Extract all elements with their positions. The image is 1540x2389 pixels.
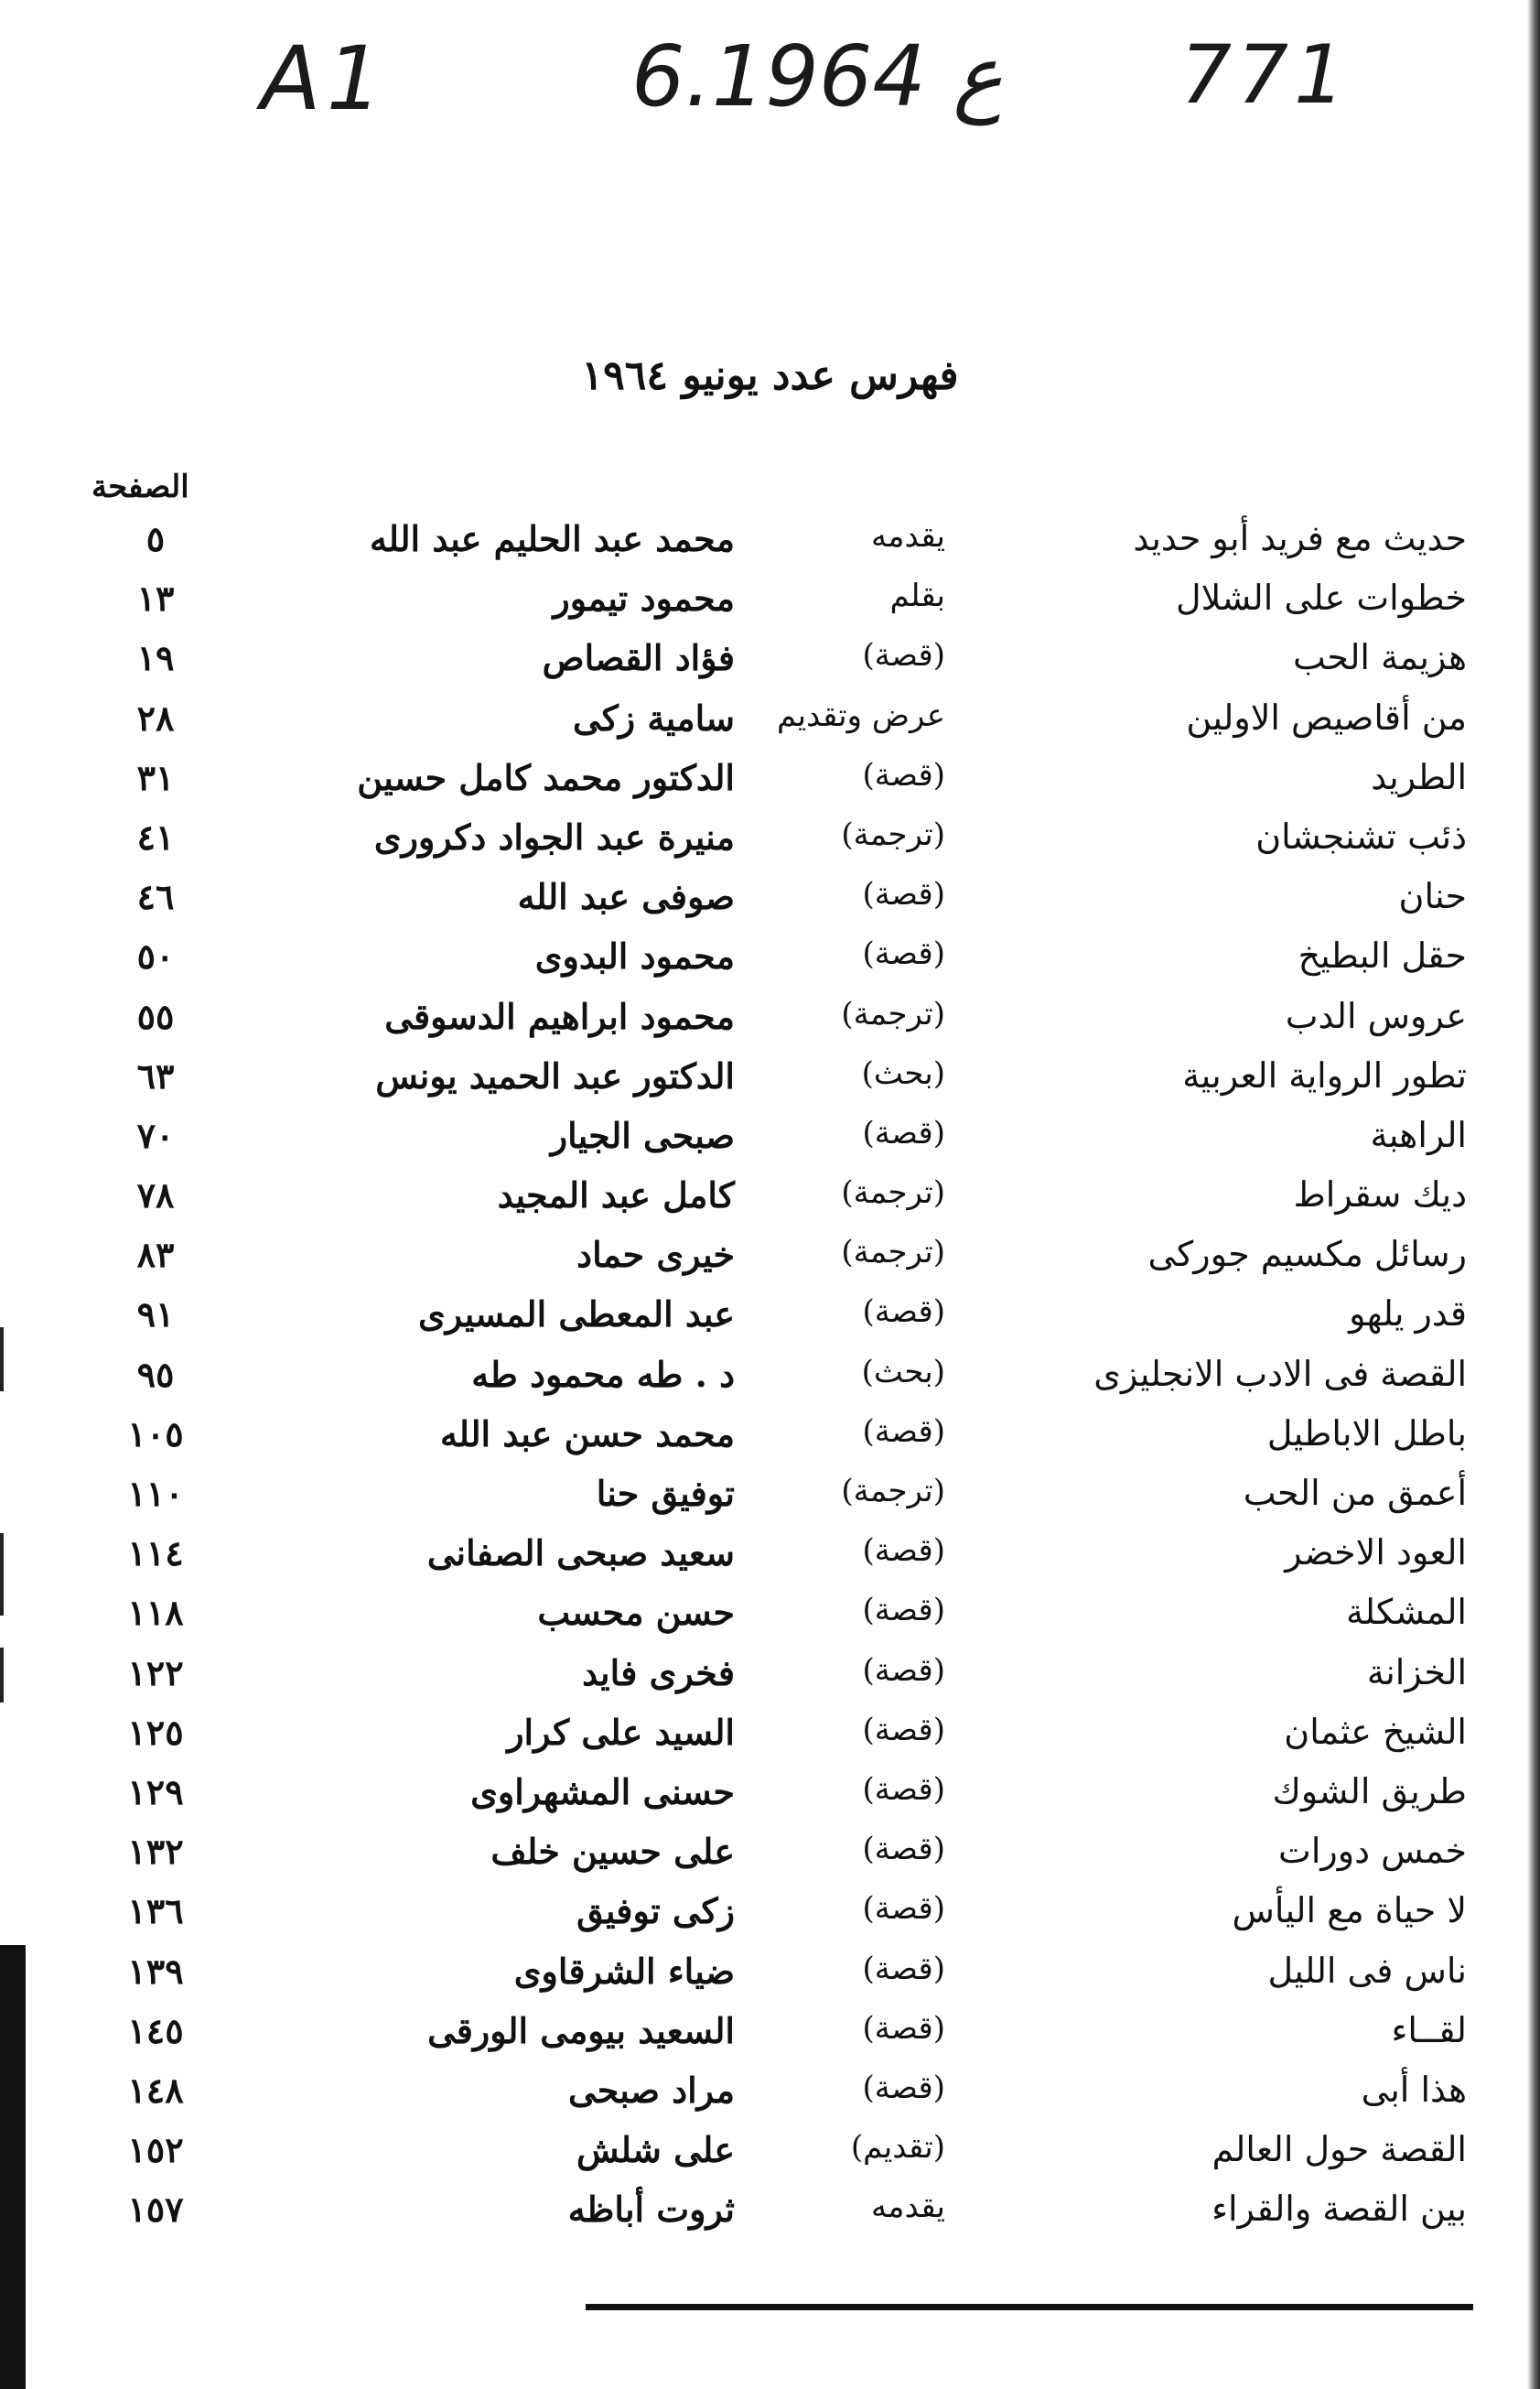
toc-row <box>0 697 1540 757</box>
toc-entry-page: ١٩ <box>136 637 175 679</box>
toc-entry-page: ٩٥ <box>136 1353 175 1395</box>
toc-row <box>0 1473 1540 1532</box>
toc-entry-author: زكى توفيق <box>576 1890 735 1932</box>
toc-entry-author: خيرى حماد <box>576 1234 735 1276</box>
toc-entry-title: حنان <box>1398 876 1467 917</box>
toc-entry-title: القصة حول العالم <box>1212 2129 1467 2170</box>
toc-entry-page: ١٣ <box>136 578 175 620</box>
page-column-header: الصفحة <box>92 469 189 505</box>
toc-row <box>0 996 1540 1055</box>
toc-entry-page: ١٠٥ <box>127 1412 184 1454</box>
toc-entry-title: المشكلة <box>1346 1592 1467 1633</box>
toc-entry-title: خمس دورات <box>1278 1831 1467 1872</box>
toc-entry-type: يقدمه <box>871 518 945 555</box>
toc-entry-page: ٤١ <box>136 816 175 858</box>
toc-entry-page: ١١٨ <box>127 1592 184 1634</box>
toc-row <box>0 637 1540 697</box>
toc-entry-author: الدكتور عبد الحميد يونس <box>375 1054 735 1097</box>
toc-entry-type: (قصة) <box>862 1532 945 1570</box>
toc-entry-type: (قصة) <box>862 1890 945 1928</box>
toc-entry-author: على حسين خلف <box>490 1831 735 1873</box>
toc-entry-type: (ترجمة) <box>841 1234 945 1271</box>
toc-entry-page: ١٣٩ <box>127 1950 184 1992</box>
toc-entry-author: فخرى فايد <box>582 1651 735 1693</box>
toc-entry-title: أعمق من الحب <box>1243 1473 1467 1513</box>
toc-entry-type: (قصة) <box>862 1770 945 1808</box>
toc-entry-page: ١٣٢ <box>127 1831 184 1873</box>
toc-entry-type: (قصة) <box>862 1412 945 1450</box>
toc-entry-author: ضياء الشرقاوى <box>513 1950 735 1992</box>
toc-row <box>0 876 1540 935</box>
toc-entry-page: ١٢٥ <box>127 1711 184 1753</box>
handwritten-number: 771 <box>1180 27 1351 122</box>
toc-entry-type: (قصة) <box>862 1114 945 1151</box>
toc-entry-page: ١٤٨ <box>127 2069 184 2111</box>
handwritten-date: 6.ع 1964 <box>631 27 1004 125</box>
toc-entry-author: صوفى عبد الله <box>517 876 735 918</box>
toc-row <box>0 1532 1540 1592</box>
toc-entry-type: يقدمه <box>871 2189 945 2226</box>
toc-entry-author: منيرة عبد الجواد دكرورى <box>373 816 735 858</box>
toc-entry-title: هذا أبى <box>1361 2069 1467 2110</box>
toc-row <box>0 2129 1540 2189</box>
page-title: فهرس عدد يونيو ١٩٦٤ <box>581 352 959 399</box>
toc-entry-author: فؤاد القصاص <box>542 637 735 679</box>
toc-entry-title: لقــاء <box>1391 2009 1467 2050</box>
toc-entry-page: ٥٥ <box>136 995 175 1037</box>
toc-entry-page: ٤٦ <box>136 876 175 918</box>
toc-entry-type: (قصة) <box>862 1592 945 1629</box>
toc-entry-type: عرض وتقديم <box>777 697 945 734</box>
toc-entry-page: ٥ <box>145 518 166 559</box>
toc-entry-type: (ترجمة) <box>841 995 945 1032</box>
toc-row <box>0 1771 1540 1831</box>
toc-entry-type: (قصة) <box>862 2009 945 2047</box>
toc-entry-title: الشيخ عثمان <box>1284 1711 1467 1752</box>
toc-entry-type: بقلم <box>889 578 945 615</box>
bottom-divider <box>586 2304 1473 2310</box>
toc-entry-author: عبد المعطى المسيرى <box>417 1293 735 1335</box>
toc-entry-title: الطريد <box>1371 756 1467 797</box>
toc-entry-type: (قصة) <box>862 637 945 675</box>
toc-row <box>0 2189 1540 2248</box>
toc-entry-author: د . طه محمود طه <box>471 1353 735 1395</box>
toc-entry-page: ٢٨ <box>136 697 175 739</box>
toc-entry-page: ٣١ <box>136 756 175 798</box>
toc-entry-page: ١٥٧ <box>127 2189 184 2231</box>
toc-entry-title: ذئب تشنجشان <box>1255 816 1467 857</box>
toc-entry-type: (قصة) <box>862 2069 945 2106</box>
toc-entry-page: ١٢٢ <box>127 1651 184 1693</box>
toc-row <box>0 1234 1540 1293</box>
toc-entry-author: محمود تيمور <box>553 578 735 620</box>
toc-entry-title: خطوات على الشلال <box>1175 578 1467 619</box>
toc-entry-author: سعيد صبحى الصفانى <box>426 1532 735 1574</box>
toc-entry-author: محمود ابراهيم الدسوقى <box>384 995 735 1037</box>
toc-entry-author: كامل عبد المجيد <box>497 1174 735 1216</box>
toc-entry-page: ١١٠ <box>127 1473 184 1514</box>
toc-entry-title: العود الاخضر <box>1285 1532 1467 1573</box>
toc-entry-page: ٧٠ <box>136 1114 175 1156</box>
toc-entry-title: حديث مع فريد أبو حديد <box>1133 518 1467 558</box>
toc-entry-type: (قصة) <box>862 1950 945 1987</box>
toc-entry-type: (بحث) <box>861 1054 945 1092</box>
toc-row <box>0 1293 1540 1353</box>
toc-entry-type: (بحث) <box>861 1353 945 1390</box>
toc-entry-type: (ترجمة) <box>841 816 945 853</box>
toc-entry-page: ١٤٥ <box>127 2009 184 2051</box>
toc-entry-author: الدكتور محمد كامل حسين <box>357 756 735 798</box>
toc-entry-page: ٥٠ <box>136 935 175 978</box>
toc-entry-author: حسنى المشهراوى <box>470 1770 735 1812</box>
toc-row <box>0 1712 1540 1771</box>
toc-entry-page: ٨٣ <box>136 1234 175 1276</box>
toc-entry-type: (قصة) <box>862 1293 945 1331</box>
toc-entry-title: ديك سقراط <box>1293 1174 1467 1216</box>
toc-entry-title: الخزانة <box>1366 1651 1467 1692</box>
toc-entry-type: (قصة) <box>862 1711 945 1748</box>
toc-entry-page: ٧٨ <box>136 1174 175 1216</box>
toc-entry-page: ١٢٩ <box>127 1770 184 1812</box>
toc-row <box>0 578 1540 637</box>
toc-row <box>0 1592 1540 1651</box>
toc-entry-title: هزيمة الحب <box>1293 637 1467 678</box>
toc-entry-type: (ترجمة) <box>841 1473 945 1509</box>
toc-row <box>0 1413 1540 1473</box>
toc-entry-title: عروس الدب <box>1285 995 1467 1036</box>
toc-entry-type: (قصة) <box>862 1831 945 1868</box>
toc-entry-title: لا حياة مع اليأس <box>1232 1890 1467 1931</box>
toc-entry-page: ٩١ <box>136 1293 175 1335</box>
toc-entry-type: (تقديم) <box>850 2129 945 2167</box>
toc-entry-author: محمد عبد الحليم عبد الله <box>370 518 735 559</box>
toc-entry-type: (قصة) <box>862 756 945 794</box>
toc-entry-title: طريق الشوك <box>1272 1770 1467 1811</box>
toc-entry-type: (قصة) <box>862 935 945 973</box>
toc-row <box>0 2070 1540 2129</box>
toc-entry-title: تطور الرواية العربية <box>1182 1054 1467 1096</box>
toc-entry-title: حقل البطيخ <box>1298 935 1467 977</box>
toc-row <box>0 1890 1540 1950</box>
toc-entry-title: رسائل مكسيم جوركى <box>1147 1234 1467 1275</box>
toc-entry-author: محمد حسن عبد الله <box>440 1412 735 1454</box>
toc-row <box>0 1055 1540 1115</box>
toc-entry-author: على شلش <box>576 2129 735 2171</box>
toc-entry-type: (ترجمة) <box>841 1174 945 1212</box>
table-of-contents <box>0 518 1540 2248</box>
toc-row <box>0 518 1540 578</box>
toc-entry-author: توفيق حنا <box>596 1473 735 1514</box>
toc-row <box>0 1652 1540 1712</box>
toc-entry-author: السيد على كرار <box>507 1711 735 1753</box>
toc-entry-author: سامية زكى <box>573 697 735 739</box>
toc-entry-author: محمود البدوى <box>534 935 735 978</box>
toc-entry-title: ناس فى الليل <box>1267 1950 1467 1991</box>
toc-entry-author: حسن محسب <box>537 1592 735 1634</box>
toc-row <box>0 757 1540 816</box>
toc-row <box>0 1951 1540 2010</box>
handwritten-code: A1 <box>261 27 388 130</box>
toc-entry-title: باطل الاباطيل <box>1266 1412 1467 1454</box>
toc-row <box>0 2010 1540 2070</box>
toc-row <box>0 1174 1540 1234</box>
toc-row <box>0 1831 1540 1890</box>
toc-entry-page: ٦٣ <box>136 1054 175 1097</box>
toc-entry-author: ثروت أباظه <box>567 2189 735 2231</box>
toc-entry-author: مراد صبحى <box>568 2069 735 2111</box>
toc-entry-author: السعيد بيومى الورقى <box>427 2009 735 2051</box>
toc-entry-title: من أقاصيص الاولين <box>1186 697 1467 738</box>
toc-entry-page: ١١٤ <box>127 1532 184 1574</box>
toc-row <box>0 1354 1540 1413</box>
toc-entry-type: (قصة) <box>862 1651 945 1689</box>
toc-row <box>0 935 1540 995</box>
toc-entry-title: بين القصة والقراء <box>1212 2189 1467 2230</box>
toc-entry-title: القصة فى الادب الانجليزى <box>1093 1353 1467 1394</box>
toc-entry-type: (قصة) <box>862 876 945 913</box>
toc-entry-author: صبحى الجيار <box>550 1114 735 1156</box>
toc-row <box>0 816 1540 876</box>
toc-entry-title: الراهبة <box>1370 1114 1467 1155</box>
toc-row <box>0 1115 1540 1174</box>
toc-entry-page: ١٥٢ <box>127 2129 184 2171</box>
toc-entry-title: قدر يلهو <box>1349 1293 1467 1335</box>
toc-entry-page: ١٣٦ <box>127 1890 184 1932</box>
